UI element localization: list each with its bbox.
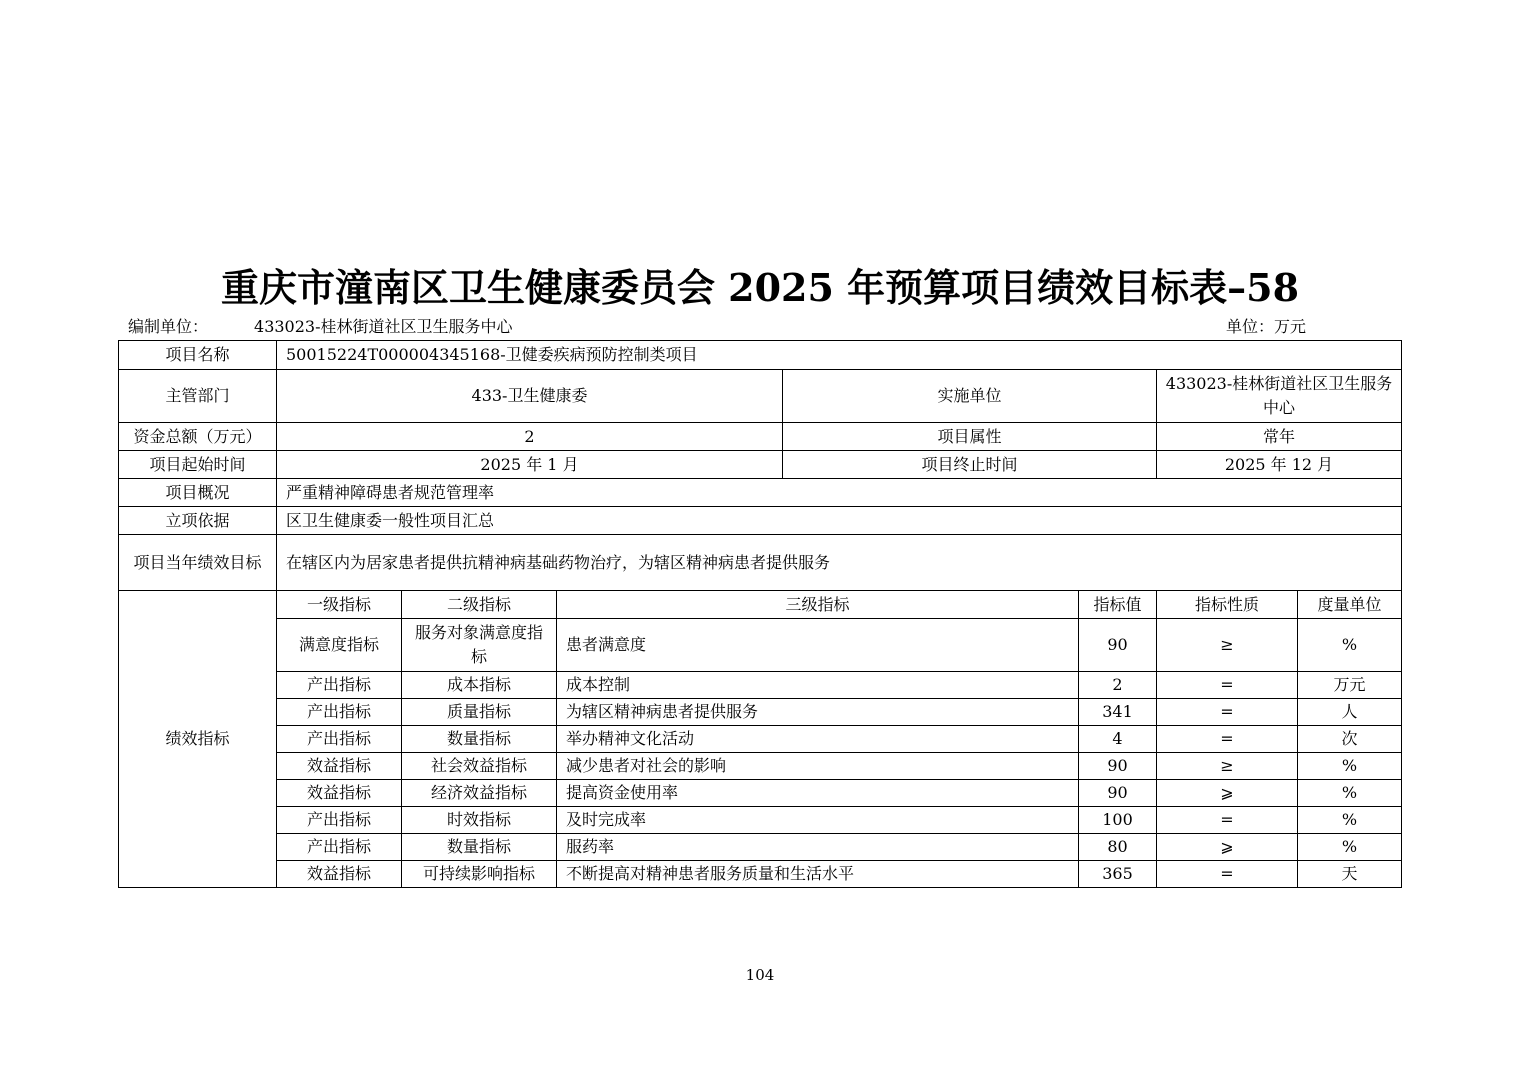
indicator-level1: 效益指标 xyxy=(277,780,402,807)
indicator-value: 100 xyxy=(1079,807,1157,834)
indicator-level3: 提高资金使用率 xyxy=(557,780,1079,807)
dept-value: 433-卫生健康委 xyxy=(277,370,783,423)
indicator-unit: % xyxy=(1298,807,1402,834)
table-row xyxy=(119,807,1402,834)
performance-table xyxy=(118,340,1402,888)
indicator-level1: 产出指标 xyxy=(277,726,402,753)
attr-value: 常年 xyxy=(1157,423,1402,451)
header-nature: 指标性质 xyxy=(1157,591,1298,619)
indicator-level1: 产出指标 xyxy=(277,699,402,726)
dept-label: 主管部门 xyxy=(119,370,277,423)
indicator-unit: 万元 xyxy=(1298,672,1402,699)
project-name-label: 项目名称 xyxy=(119,341,277,370)
indicator-value: 90 xyxy=(1079,619,1157,672)
indicator-level3: 为辖区精神病患者提供服务 xyxy=(557,699,1079,726)
basis-value: 区卫生健康委一般性项目汇总 xyxy=(277,507,1402,535)
indicator-value: 2 xyxy=(1079,672,1157,699)
header-level1: 一级指标 xyxy=(277,591,402,619)
row-basis xyxy=(119,507,1402,535)
indicator-nature: = xyxy=(1157,726,1298,753)
unit-label: 单位：万元 xyxy=(1226,317,1307,336)
indicator-level2: 时效指标 xyxy=(402,807,557,834)
indicator-unit: % xyxy=(1298,834,1402,861)
table-row xyxy=(119,780,1402,807)
indicator-value: 341 xyxy=(1079,699,1157,726)
table-row xyxy=(119,861,1402,888)
goal-value: 在辖区内为居家患者提供抗精神病基础药物治疗，为辖区精神病患者提供服务 xyxy=(277,535,1402,591)
indicator-unit: % xyxy=(1298,619,1402,672)
indicator-value: 80 xyxy=(1079,834,1157,861)
header-unit: 度量单位 xyxy=(1298,591,1402,619)
end-value: 2025 年 12 月 xyxy=(1157,451,1402,479)
indicator-level2: 数量指标 xyxy=(402,834,557,861)
indicator-level2: 质量指标 xyxy=(402,699,557,726)
indicator-level3: 举办精神文化活动 xyxy=(557,726,1079,753)
indicator-level2: 可持续影响指标 xyxy=(402,861,557,888)
indicator-unit: 人 xyxy=(1298,699,1402,726)
indicator-unit: 次 xyxy=(1298,726,1402,753)
row-time xyxy=(119,451,1402,479)
attr-label: 项目属性 xyxy=(783,423,1157,451)
org-label: 编制单位： xyxy=(128,317,209,336)
row-goal xyxy=(119,535,1402,591)
table-row xyxy=(119,699,1402,726)
page-title: 重庆市潼南区卫生健康委员会 2025 年预算项目绩效目标表–58 xyxy=(220,265,1300,310)
indicator-nature: ≥ xyxy=(1157,619,1298,672)
indicator-level3: 患者满意度 xyxy=(557,619,1079,672)
indicator-section-label: 绩效指标 xyxy=(119,591,277,888)
indicator-value: 90 xyxy=(1079,753,1157,780)
header-value: 指标值 xyxy=(1079,591,1157,619)
header-level2: 二级指标 xyxy=(402,591,557,619)
indicator-unit: % xyxy=(1298,753,1402,780)
indicator-level1: 产出指标 xyxy=(277,672,402,699)
end-label: 项目终止时间 xyxy=(783,451,1157,479)
indicator-nature: ⩾ xyxy=(1157,780,1298,807)
indicator-level1: 产出指标 xyxy=(277,807,402,834)
indicator-level3: 及时完成率 xyxy=(557,807,1079,834)
table-row xyxy=(119,726,1402,753)
indicator-level1: 满意度指标 xyxy=(277,619,402,672)
row-overview xyxy=(119,479,1402,507)
org-value: 433023-桂林街道社区卫生服务中心 xyxy=(254,317,513,336)
basis-label: 立项依据 xyxy=(119,507,277,535)
indicator-nature: = xyxy=(1157,807,1298,834)
indicator-level2: 社会效益指标 xyxy=(402,753,557,780)
table-row xyxy=(119,753,1402,780)
indicator-level3: 成本控制 xyxy=(557,672,1079,699)
indicator-nature: = xyxy=(1157,699,1298,726)
indicator-level3: 服药率 xyxy=(557,834,1079,861)
indicator-level1: 效益指标 xyxy=(277,753,402,780)
row-project-name xyxy=(119,341,1402,370)
indicator-level2: 成本指标 xyxy=(402,672,557,699)
indicator-level2: 数量指标 xyxy=(402,726,557,753)
row-fund xyxy=(119,423,1402,451)
row-dept xyxy=(119,370,1402,423)
table-row xyxy=(119,672,1402,699)
indicator-level3: 减少患者对社会的影响 xyxy=(557,753,1079,780)
table-row xyxy=(119,619,1402,672)
fund-label: 资金总额（万元） xyxy=(119,423,277,451)
indicator-level1: 效益指标 xyxy=(277,861,402,888)
start-label: 项目起始时间 xyxy=(119,451,277,479)
indicator-unit: 天 xyxy=(1298,861,1402,888)
indicator-header-row xyxy=(119,591,1402,619)
org-line xyxy=(128,316,513,338)
indicator-unit: % xyxy=(1298,780,1402,807)
page-number: 104 xyxy=(745,966,775,984)
table-row xyxy=(119,834,1402,861)
indicator-nature: = xyxy=(1157,861,1298,888)
header-level3: 三级指标 xyxy=(557,591,1079,619)
indicator-nature: = xyxy=(1157,672,1298,699)
indicator-value: 90 xyxy=(1079,780,1157,807)
overview-label: 项目概况 xyxy=(119,479,277,507)
indicator-value: 365 xyxy=(1079,861,1157,888)
indicator-level1: 产出指标 xyxy=(277,834,402,861)
indicator-level2: 经济效益指标 xyxy=(402,780,557,807)
indicator-nature: ≥ xyxy=(1157,753,1298,780)
impl-value: 433023-桂林街道社区卫生服务中心 xyxy=(1157,370,1402,423)
start-value: 2025 年 1 月 xyxy=(277,451,783,479)
indicator-value: 4 xyxy=(1079,726,1157,753)
impl-label: 实施单位 xyxy=(783,370,1157,423)
fund-value: 2 xyxy=(277,423,783,451)
overview-value: 严重精神障碍患者规范管理率 xyxy=(277,479,1402,507)
goal-label: 项目当年绩效目标 xyxy=(119,535,277,591)
project-name-value: 50015224T000004345168-卫健委疾病预防控制类项目 xyxy=(277,341,1402,370)
indicator-nature: ⩾ xyxy=(1157,834,1298,861)
indicator-level3: 不断提高对精神患者服务质量和生活水平 xyxy=(557,861,1079,888)
indicator-level2: 服务对象满意度指标 xyxy=(402,619,557,672)
